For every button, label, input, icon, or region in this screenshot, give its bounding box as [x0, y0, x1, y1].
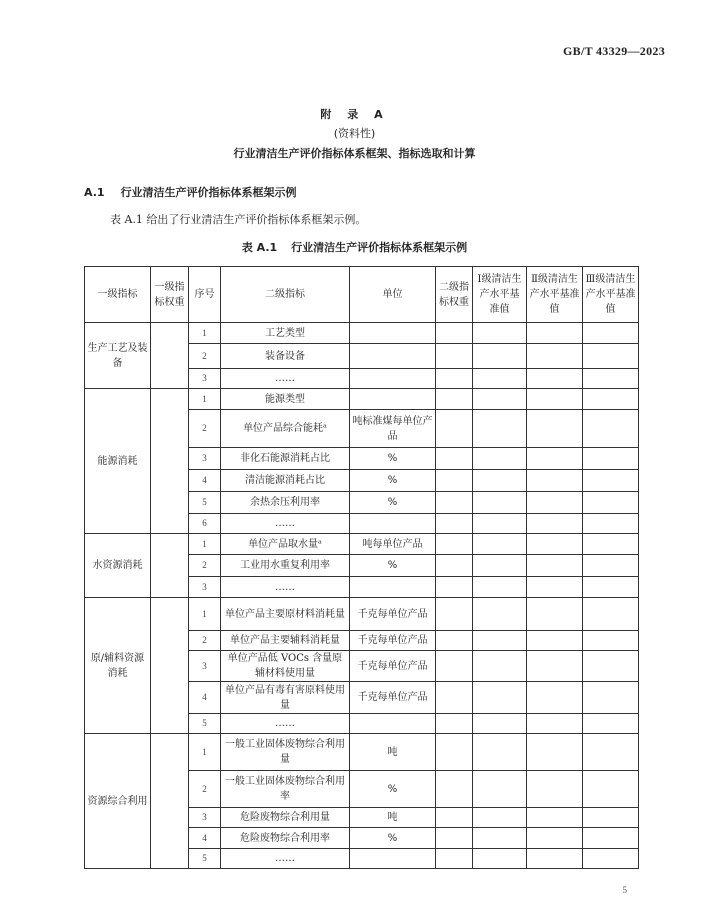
primary-weight-cell: [151, 389, 189, 534]
secondary-indicator-cell: ……: [221, 369, 350, 389]
secondary-weight-cell: [436, 808, 473, 828]
level-1-baseline-cell: [473, 849, 527, 869]
level-3-baseline-cell: [583, 682, 639, 714]
level-2-baseline-cell: [527, 849, 583, 869]
seq-cell: 3: [189, 577, 221, 598]
level-2-baseline-cell: [527, 389, 583, 410]
unit-cell: [350, 389, 436, 410]
secondary-weight-cell: [436, 344, 473, 369]
level-1-baseline-cell: [473, 577, 527, 598]
level-1-baseline-cell: [473, 682, 527, 714]
seq-cell: 2: [189, 631, 221, 651]
primary-indicator-cell: 原/辅料资源消耗: [85, 598, 151, 734]
seq-cell: 1: [189, 534, 221, 555]
secondary-indicator-cell: 单位产品低 VOCs 含量原辅材料使用量: [221, 651, 350, 682]
level-1-baseline-cell: [473, 389, 527, 410]
level-1-baseline-cell: [473, 631, 527, 651]
level-2-baseline-cell: [527, 598, 583, 631]
seq-cell: 4: [189, 682, 221, 714]
table-caption: [0, 239, 709, 255]
level-2-baseline-cell: [527, 808, 583, 828]
level-1-baseline-cell: [473, 514, 527, 534]
secondary-weight-cell: [436, 598, 473, 631]
level-2-baseline-cell: [527, 771, 583, 808]
level-2-baseline-cell: [527, 682, 583, 714]
unit-cell: %: [350, 771, 436, 808]
level-3-baseline-cell: [583, 492, 639, 514]
seq-cell: 3: [189, 651, 221, 682]
secondary-indicator-cell: 单位产品主要原材料消耗量: [221, 598, 350, 631]
header-cell: 二级指标权重: [436, 267, 473, 323]
table-caption-title: 行业清洁生产评价指标体系框架示例: [291, 241, 468, 254]
seq-cell: 2: [189, 555, 221, 577]
level-3-baseline-cell: [583, 344, 639, 369]
secondary-weight-cell: [436, 577, 473, 598]
level-1-baseline-cell: [473, 492, 527, 514]
level-3-baseline-cell: [583, 534, 639, 555]
seq-cell: 2: [189, 344, 221, 369]
header-cell: 单位: [350, 267, 436, 323]
header-cell: Ⅱ级清洁生产水平基准值: [527, 267, 583, 323]
secondary-indicator-cell: ……: [221, 849, 350, 869]
level-1-baseline-cell: [473, 323, 527, 344]
seq-cell: 3: [189, 369, 221, 389]
unit-cell: 千克每单位产品: [350, 598, 436, 631]
primary-weight-cell: [151, 323, 189, 389]
unit-cell: [350, 577, 436, 598]
secondary-weight-cell: [436, 682, 473, 714]
level-2-baseline-cell: [527, 577, 583, 598]
table-row: [85, 534, 639, 555]
level-3-baseline-cell: [583, 555, 639, 577]
level-2-baseline-cell: [527, 323, 583, 344]
primary-weight-cell: [151, 734, 189, 869]
unit-cell: %: [350, 448, 436, 470]
secondary-weight-cell: [436, 651, 473, 682]
header-cell: 序号: [189, 267, 221, 323]
level-2-baseline-cell: [527, 734, 583, 771]
level-2-baseline-cell: [527, 631, 583, 651]
level-3-baseline-cell: [583, 369, 639, 389]
secondary-indicator-cell: 单位产品主要辅料消耗量: [221, 631, 350, 651]
unit-cell: %: [350, 555, 436, 577]
level-3-baseline-cell: [583, 631, 639, 651]
level-2-baseline-cell: [527, 514, 583, 534]
section-intro: 表 A.1 给出了行业清洁生产评价指标体系框架示例。: [110, 213, 367, 226]
unit-cell: %: [350, 828, 436, 849]
seq-cell: 1: [189, 598, 221, 631]
unit-cell: [350, 714, 436, 734]
standard-number: GB/T 43329—2023: [563, 44, 665, 58]
level-3-baseline-cell: [583, 448, 639, 470]
secondary-indicator-cell: 清洁能源消耗占比: [221, 470, 350, 492]
level-3-baseline-cell: [583, 734, 639, 771]
secondary-weight-cell: [436, 828, 473, 849]
secondary-weight-cell: [436, 631, 473, 651]
secondary-indicator-cell: 非化石能源消耗占比: [221, 448, 350, 470]
secondary-indicator-cell: 工业用水重复利用率: [221, 555, 350, 577]
secondary-weight-cell: [436, 492, 473, 514]
secondary-weight-cell: [436, 514, 473, 534]
level-1-baseline-cell: [473, 534, 527, 555]
table-header-row: [85, 267, 639, 323]
section-number: A.1: [84, 186, 105, 199]
header-cell: 一级指标权重: [151, 267, 189, 323]
level-1-baseline-cell: [473, 828, 527, 849]
secondary-indicator-cell: ……: [221, 577, 350, 598]
header-cell: Ⅲ级清洁生产水平基准值: [583, 267, 639, 323]
level-1-baseline-cell: [473, 344, 527, 369]
secondary-indicator-cell: 一般工业固体废物综合利用率: [221, 771, 350, 808]
level-3-baseline-cell: [583, 849, 639, 869]
level-3-baseline-cell: [583, 828, 639, 849]
level-3-baseline-cell: [583, 651, 639, 682]
unit-cell: [350, 849, 436, 869]
table-row: [85, 323, 639, 344]
secondary-weight-cell: [436, 448, 473, 470]
seq-cell: 2: [189, 410, 221, 448]
secondary-indicator-cell: 一般工业固体废物综合利用量: [221, 734, 350, 771]
unit-cell: [350, 514, 436, 534]
level-2-baseline-cell: [527, 714, 583, 734]
unit-cell: 吨: [350, 808, 436, 828]
table-row: [85, 598, 639, 631]
secondary-weight-cell: [436, 734, 473, 771]
primary-weight-cell: [151, 598, 189, 734]
unit-cell: 吨: [350, 734, 436, 771]
unit-cell: [350, 344, 436, 369]
seq-cell: 3: [189, 448, 221, 470]
level-1-baseline-cell: [473, 771, 527, 808]
table-row: [85, 389, 639, 410]
level-1-baseline-cell: [473, 369, 527, 389]
level-3-baseline-cell: [583, 577, 639, 598]
seq-cell: 2: [189, 771, 221, 808]
indicator-table: [84, 266, 639, 869]
annex-subtitle: (资料性): [333, 127, 376, 140]
secondary-weight-cell: [436, 369, 473, 389]
level-3-baseline-cell: [583, 598, 639, 631]
level-1-baseline-cell: [473, 598, 527, 631]
level-1-baseline-cell: [473, 808, 527, 828]
header-cell: 二级指标: [221, 267, 350, 323]
level-2-baseline-cell: [527, 828, 583, 849]
seq-cell: 1: [189, 389, 221, 410]
secondary-weight-cell: [436, 323, 473, 344]
level-3-baseline-cell: [583, 808, 639, 828]
secondary-indicator-cell: ……: [221, 514, 350, 534]
secondary-indicator-cell: ……: [221, 714, 350, 734]
secondary-indicator-cell: 能源类型: [221, 389, 350, 410]
seq-cell: 4: [189, 828, 221, 849]
level-1-baseline-cell: [473, 651, 527, 682]
primary-indicator-cell: 资源综合利用: [85, 734, 151, 869]
level-3-baseline-cell: [583, 714, 639, 734]
unit-cell: %: [350, 492, 436, 514]
seq-cell: 1: [189, 734, 221, 771]
level-1-baseline-cell: [473, 734, 527, 771]
level-2-baseline-cell: [527, 369, 583, 389]
unit-cell: 吨每单位产品: [350, 534, 436, 555]
level-2-baseline-cell: [527, 470, 583, 492]
secondary-indicator-cell: 余热余压利用率: [221, 492, 350, 514]
level-1-baseline-cell: [473, 555, 527, 577]
secondary-indicator-cell: 危险废物综合利用率: [221, 828, 350, 849]
section-heading: [84, 184, 297, 200]
secondary-indicator-cell: 单位产品取水量ᵃ: [221, 534, 350, 555]
seq-cell: 1: [189, 323, 221, 344]
unit-cell: [350, 369, 436, 389]
unit-cell: 千克每单位产品: [350, 651, 436, 682]
level-3-baseline-cell: [583, 323, 639, 344]
secondary-indicator-cell: 单位产品有毒有害原料使用量: [221, 682, 350, 714]
level-1-baseline-cell: [473, 470, 527, 492]
seq-cell: 4: [189, 470, 221, 492]
primary-weight-cell: [151, 534, 189, 598]
secondary-weight-cell: [436, 410, 473, 448]
table-row: [85, 734, 639, 771]
level-2-baseline-cell: [527, 448, 583, 470]
primary-indicator-cell: 能源消耗: [85, 389, 151, 534]
secondary-indicator-cell: 危险废物综合利用量: [221, 808, 350, 828]
secondary-indicator-cell: 装备设备: [221, 344, 350, 369]
seq-cell: 5: [189, 714, 221, 734]
level-2-baseline-cell: [527, 534, 583, 555]
level-3-baseline-cell: [583, 514, 639, 534]
unit-cell: 千克每单位产品: [350, 682, 436, 714]
level-2-baseline-cell: [527, 344, 583, 369]
unit-cell: 千克每单位产品: [350, 631, 436, 651]
level-3-baseline-cell: [583, 771, 639, 808]
unit-cell: %: [350, 470, 436, 492]
level-3-baseline-cell: [583, 410, 639, 448]
level-1-baseline-cell: [473, 448, 527, 470]
seq-cell: 5: [189, 492, 221, 514]
primary-indicator-cell: 水资源消耗: [85, 534, 151, 598]
secondary-indicator-cell: 工艺类型: [221, 323, 350, 344]
level-3-baseline-cell: [583, 470, 639, 492]
secondary-weight-cell: [436, 771, 473, 808]
level-2-baseline-cell: [527, 651, 583, 682]
seq-cell: 3: [189, 808, 221, 828]
level-2-baseline-cell: [527, 555, 583, 577]
secondary-weight-cell: [436, 534, 473, 555]
secondary-indicator-cell: 单位产品综合能耗ᵃ: [221, 410, 350, 448]
table-body: [85, 323, 639, 869]
level-1-baseline-cell: [473, 714, 527, 734]
page-number: 5: [622, 885, 627, 895]
secondary-weight-cell: [436, 470, 473, 492]
secondary-weight-cell: [436, 849, 473, 869]
seq-cell: 5: [189, 849, 221, 869]
unit-cell: [350, 323, 436, 344]
secondary-weight-cell: [436, 389, 473, 410]
unit-cell: 吨标准煤每单位产品: [350, 410, 436, 448]
annex-main-title: 行业清洁生产评价指标体系框架、指标选取和计算: [233, 147, 476, 160]
table-caption-number: 表 A.1: [241, 241, 278, 254]
secondary-weight-cell: [436, 714, 473, 734]
level-2-baseline-cell: [527, 410, 583, 448]
level-3-baseline-cell: [583, 389, 639, 410]
secondary-weight-cell: [436, 555, 473, 577]
seq-cell: 6: [189, 514, 221, 534]
level-1-baseline-cell: [473, 410, 527, 448]
primary-indicator-cell: 生产工艺及装备: [85, 323, 151, 389]
level-2-baseline-cell: [527, 492, 583, 514]
annex-title: 附 录 A: [320, 108, 389, 121]
header-cell: Ⅰ级清洁生产水平基准值: [473, 267, 527, 323]
section-title: 行业清洁生产评价指标体系框架示例: [120, 186, 297, 199]
header-cell: 一级指标: [85, 267, 151, 323]
